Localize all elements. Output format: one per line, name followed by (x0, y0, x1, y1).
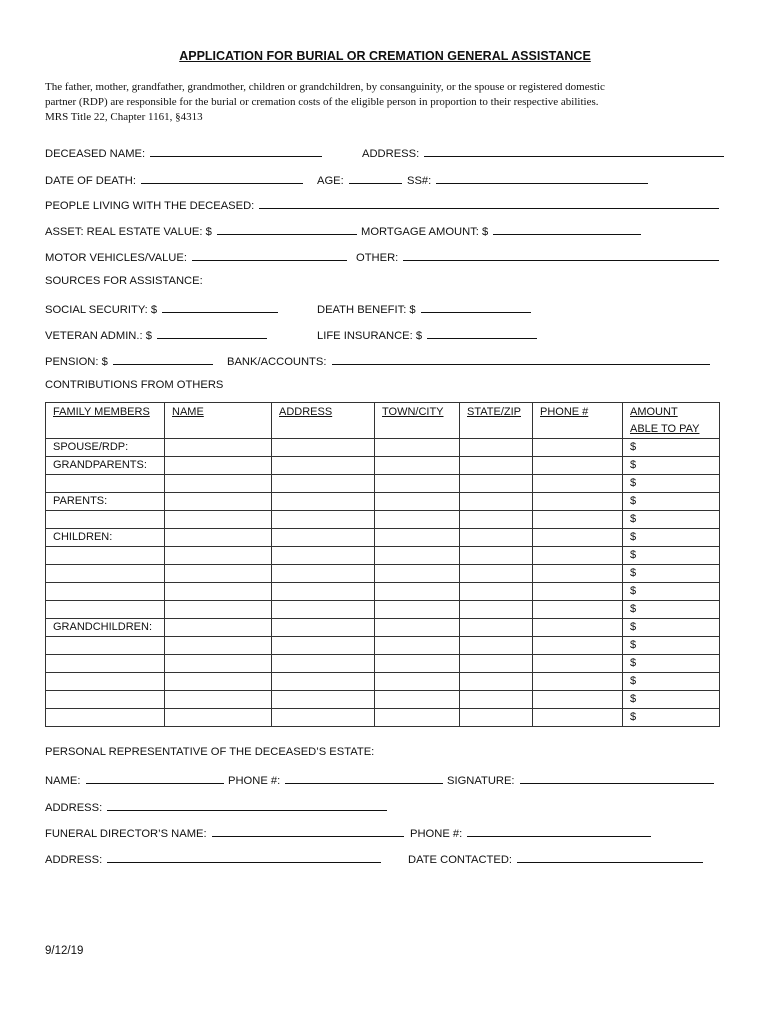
date-of-death-label: DATE OF DEATH: (45, 175, 136, 187)
rep-address-label: ADDRESS: (45, 802, 103, 814)
rep-name-label: NAME: (45, 775, 81, 787)
address-row (362, 145, 724, 160)
table-header-row (46, 403, 720, 439)
representative-heading: PERSONAL REPRESENTATIVE OF THE DECEASED’S ESTATE: (45, 746, 375, 758)
name-cell[interactable] (165, 439, 272, 457)
ssn-label: SS#: (407, 175, 432, 187)
amount-header-line: AMOUNT (630, 406, 678, 418)
amount-cell[interactable]: $ (623, 655, 720, 673)
amount-cell[interactable]: $ (623, 475, 720, 493)
age-row (317, 172, 402, 187)
mortgage-row (361, 223, 641, 238)
rep-phone-label: PHONE #: (228, 775, 281, 787)
family-member-cell (46, 475, 165, 493)
fd-phone-row (410, 825, 651, 840)
amount-cell[interactable]: $ (623, 547, 720, 565)
life-insurance-field[interactable] (427, 327, 537, 339)
table-row (46, 709, 720, 727)
phone-cell[interactable] (533, 601, 623, 619)
phone-cell[interactable] (533, 709, 623, 727)
table-body (46, 439, 720, 727)
amount-cell[interactable]: $ (623, 565, 720, 583)
col-header-address: ADDRESS (272, 403, 375, 439)
address-cell[interactable] (272, 439, 375, 457)
address-cell[interactable] (272, 457, 375, 475)
deceased-name-label: DECEASED NAME: (45, 148, 146, 160)
form-title: APPLICATION FOR BURIAL OR CREMATION GENERAL ASSISTANCE (179, 49, 591, 63)
deceased-name-field[interactable] (150, 145, 322, 157)
amount-cell[interactable]: $ (623, 529, 720, 547)
state-zip-cell[interactable] (460, 493, 533, 511)
life-insurance-row (317, 327, 537, 342)
amount-cell[interactable]: $ (623, 601, 720, 619)
bank-accounts-row (227, 353, 710, 368)
address-cell[interactable] (272, 655, 375, 673)
other-row (356, 249, 719, 264)
date-contacted-field[interactable] (517, 851, 703, 863)
table-row (46, 601, 720, 619)
col-header-name: NAME (165, 403, 272, 439)
address-cell[interactable] (272, 709, 375, 727)
rep-signature-label: SIGNATURE: (447, 775, 515, 787)
fd-address-row (45, 851, 381, 866)
town-city-cell[interactable] (375, 691, 460, 709)
col-header-town-city: TOWN/CITY (375, 403, 460, 439)
pension-label: PENSION: $ (45, 356, 108, 368)
phone-cell[interactable] (533, 637, 623, 655)
family-member-cell: CHILDREN: (46, 529, 165, 547)
other-label: OTHER: (356, 252, 399, 264)
bank-accounts-field[interactable] (332, 353, 710, 365)
family-member-cell: GRANDCHILDREN: (46, 619, 165, 637)
table-row (46, 619, 720, 637)
name-cell[interactable] (165, 655, 272, 673)
date-contacted-row (408, 851, 703, 866)
address-cell[interactable] (272, 475, 375, 493)
amount-cell[interactable]: $ (623, 583, 720, 601)
pension-field[interactable] (113, 353, 213, 365)
amount-cell[interactable]: $ (623, 619, 720, 637)
family-member-cell: PARENTS: (46, 493, 165, 511)
town-city-cell[interactable] (375, 673, 460, 691)
table-row (46, 529, 720, 547)
bank-accounts-label: BANK/ACCOUNTS: (227, 356, 327, 368)
life-insurance-label: LIFE INSURANCE: $ (317, 330, 423, 342)
amount-cell[interactable]: $ (623, 439, 720, 457)
amount-cell[interactable]: $ (623, 691, 720, 709)
state-zip-cell[interactable] (460, 619, 533, 637)
table-row (46, 511, 720, 529)
table-row (46, 583, 720, 601)
state-zip-cell[interactable] (460, 709, 533, 727)
phone-cell[interactable] (533, 655, 623, 673)
phone-cell[interactable] (533, 511, 623, 529)
rep-signature-row (447, 772, 714, 787)
social-security-field[interactable] (162, 301, 278, 313)
address-cell[interactable] (272, 511, 375, 529)
table-row (46, 439, 720, 457)
real-estate-row (45, 223, 357, 238)
phone-cell[interactable] (533, 583, 623, 601)
phone-cell[interactable] (533, 673, 623, 691)
address-cell[interactable] (272, 637, 375, 655)
table-row (46, 673, 720, 691)
table-row (46, 691, 720, 709)
people-living-field[interactable] (259, 197, 719, 209)
name-cell[interactable] (165, 511, 272, 529)
intro-paragraph (45, 80, 735, 125)
fd-phone-field[interactable] (467, 825, 651, 837)
state-zip-cell[interactable] (460, 529, 533, 547)
deceased-name-row (45, 145, 322, 160)
state-zip-cell[interactable] (460, 511, 533, 529)
family-member-cell: SPOUSE/RDP: (46, 439, 165, 457)
town-city-cell[interactable] (375, 547, 460, 565)
date-contacted-label: DATE CONTACTED: (408, 854, 513, 866)
address-cell[interactable] (272, 547, 375, 565)
phone-cell[interactable] (533, 493, 623, 511)
funeral-director-row (45, 825, 404, 840)
contributions-heading: CONTRIBUTIONS FROM OTHERS (45, 379, 224, 391)
name-cell[interactable] (165, 547, 272, 565)
family-member-cell (46, 637, 165, 655)
amount-cell[interactable]: $ (623, 637, 720, 655)
table-row (46, 565, 720, 583)
people-living-row (45, 197, 719, 212)
sources-heading: SOURCES FOR ASSISTANCE: (45, 275, 203, 287)
amount-cell[interactable]: $ (623, 457, 720, 475)
name-cell[interactable] (165, 529, 272, 547)
amount-cell[interactable]: $ (623, 709, 720, 727)
amount-cell[interactable]: $ (623, 673, 720, 691)
town-city-cell[interactable] (375, 565, 460, 583)
veteran-admin-row (45, 327, 267, 342)
address-cell[interactable] (272, 529, 375, 547)
death-benefit-field[interactable] (421, 301, 531, 313)
family-member-cell (46, 691, 165, 709)
address-cell[interactable] (272, 583, 375, 601)
table-row (46, 655, 720, 673)
people-living-label: PEOPLE LIVING WITH THE DECEASED: (45, 200, 255, 212)
town-city-cell[interactable] (375, 655, 460, 673)
address-cell[interactable] (272, 601, 375, 619)
address-cell[interactable] (272, 565, 375, 583)
intro-line: The father, mother, grandfather, grandmother, children or grandchildren, by consanguinity, or the spouse or registered domestic (45, 81, 605, 93)
veteran-admin-label: VETERAN ADMIN.: $ (45, 330, 152, 342)
name-cell[interactable] (165, 565, 272, 583)
state-zip-cell[interactable] (460, 601, 533, 619)
pension-row (45, 353, 213, 368)
name-cell[interactable] (165, 709, 272, 727)
state-zip-cell[interactable] (460, 637, 533, 655)
address-cell[interactable] (272, 673, 375, 691)
ssn-field[interactable] (436, 172, 648, 184)
funeral-director-field[interactable] (212, 825, 404, 837)
intro-line: partner (RDP) are responsible for the burial or cremation costs of the eligible person in proportion to their respective abilities. (45, 96, 599, 108)
family-member-cell (46, 547, 165, 565)
amount-cell[interactable]: $ (623, 493, 720, 511)
phone-cell[interactable] (533, 547, 623, 565)
rep-address-row (45, 799, 387, 814)
name-cell[interactable] (165, 637, 272, 655)
family-member-cell (46, 655, 165, 673)
name-cell[interactable] (165, 475, 272, 493)
date-of-death-row (45, 172, 303, 187)
state-zip-cell[interactable] (460, 673, 533, 691)
intro-line: MRS Title 22, Chapter 1161, §4313 (45, 111, 203, 123)
phone-cell[interactable] (533, 619, 623, 637)
phone-cell[interactable] (533, 457, 623, 475)
fd-address-field[interactable] (107, 851, 381, 863)
town-city-cell[interactable] (375, 529, 460, 547)
death-benefit-row (317, 301, 531, 316)
town-city-cell[interactable] (375, 475, 460, 493)
family-member-cell (46, 673, 165, 691)
motor-vehicles-label: MOTOR VEHICLES/VALUE: (45, 252, 187, 264)
town-city-cell[interactable] (375, 709, 460, 727)
state-zip-cell[interactable] (460, 439, 533, 457)
revision-date: 9/12/19 (45, 945, 84, 957)
motor-vehicles-field[interactable] (192, 249, 347, 261)
age-field[interactable] (349, 172, 402, 184)
col-header-phone: PHONE # (533, 403, 623, 439)
phone-cell[interactable] (533, 565, 623, 583)
fd-phone-label: PHONE #: (410, 828, 463, 840)
mortgage-field[interactable] (493, 223, 641, 235)
col-header-state-zip: STATE/ZIP (460, 403, 533, 439)
town-city-cell[interactable] (375, 439, 460, 457)
state-zip-cell[interactable] (460, 691, 533, 709)
amount-cell[interactable]: $ (623, 511, 720, 529)
town-city-cell[interactable] (375, 601, 460, 619)
town-city-cell[interactable] (375, 637, 460, 655)
contributions-table (45, 402, 720, 727)
table-row (46, 547, 720, 565)
real-estate-label: ASSET: REAL ESTATE VALUE: $ (45, 226, 212, 238)
name-cell[interactable] (165, 601, 272, 619)
rep-address-field[interactable] (107, 799, 387, 811)
rep-name-field[interactable] (86, 772, 224, 784)
family-member-cell (46, 709, 165, 727)
state-zip-cell[interactable] (460, 475, 533, 493)
name-cell[interactable] (165, 619, 272, 637)
rep-signature-field[interactable] (520, 772, 714, 784)
family-member-cell: GRANDPARENTS: (46, 457, 165, 475)
social-security-label: SOCIAL SECURITY: $ (45, 304, 158, 316)
state-zip-cell[interactable] (460, 547, 533, 565)
address-cell[interactable] (272, 691, 375, 709)
rep-phone-field[interactable] (285, 772, 443, 784)
table-row (46, 457, 720, 475)
address-cell[interactable] (272, 619, 375, 637)
phone-cell[interactable] (533, 691, 623, 709)
rep-phone-row (228, 772, 443, 787)
rep-name-row (45, 772, 224, 787)
date-of-death-field[interactable] (141, 172, 303, 184)
name-cell[interactable] (165, 457, 272, 475)
address-label: ADDRESS: (362, 148, 420, 160)
family-member-cell (46, 511, 165, 529)
name-cell[interactable] (165, 691, 272, 709)
amount-header-line: ABLE TO PAY (630, 423, 700, 435)
phone-cell[interactable] (533, 529, 623, 547)
fd-address-label: ADDRESS: (45, 854, 103, 866)
veteran-admin-field[interactable] (157, 327, 267, 339)
family-member-cell (46, 601, 165, 619)
other-field[interactable] (403, 249, 719, 261)
name-cell[interactable] (165, 493, 272, 511)
state-zip-cell[interactable] (460, 655, 533, 673)
town-city-cell[interactable] (375, 493, 460, 511)
family-member-cell (46, 565, 165, 583)
real-estate-field[interactable] (217, 223, 357, 235)
motor-vehicles-row (45, 249, 347, 264)
ssn-row (407, 172, 648, 187)
state-zip-cell[interactable] (460, 565, 533, 583)
state-zip-cell[interactable] (460, 457, 533, 475)
death-benefit-label: DEATH BENEFIT: $ (317, 304, 416, 316)
phone-cell[interactable] (533, 475, 623, 493)
town-city-cell[interactable] (375, 619, 460, 637)
address-field[interactable] (424, 145, 724, 157)
col-header-family-members: FAMILY MEMBERS (46, 403, 165, 439)
town-city-cell[interactable] (375, 457, 460, 475)
name-cell[interactable] (165, 583, 272, 601)
town-city-cell[interactable] (375, 511, 460, 529)
age-label: AGE: (317, 175, 344, 187)
family-member-cell (46, 583, 165, 601)
col-header-amount (623, 403, 720, 439)
funeral-director-label: FUNERAL DIRECTOR’S NAME: (45, 828, 207, 840)
table-row (46, 475, 720, 493)
mortgage-label: MORTGAGE AMOUNT: $ (361, 226, 489, 238)
address-cell[interactable] (272, 493, 375, 511)
table-row (46, 637, 720, 655)
phone-cell[interactable] (533, 439, 623, 457)
name-cell[interactable] (165, 673, 272, 691)
state-zip-cell[interactable] (460, 583, 533, 601)
town-city-cell[interactable] (375, 583, 460, 601)
social-security-row (45, 301, 278, 316)
table-row (46, 493, 720, 511)
